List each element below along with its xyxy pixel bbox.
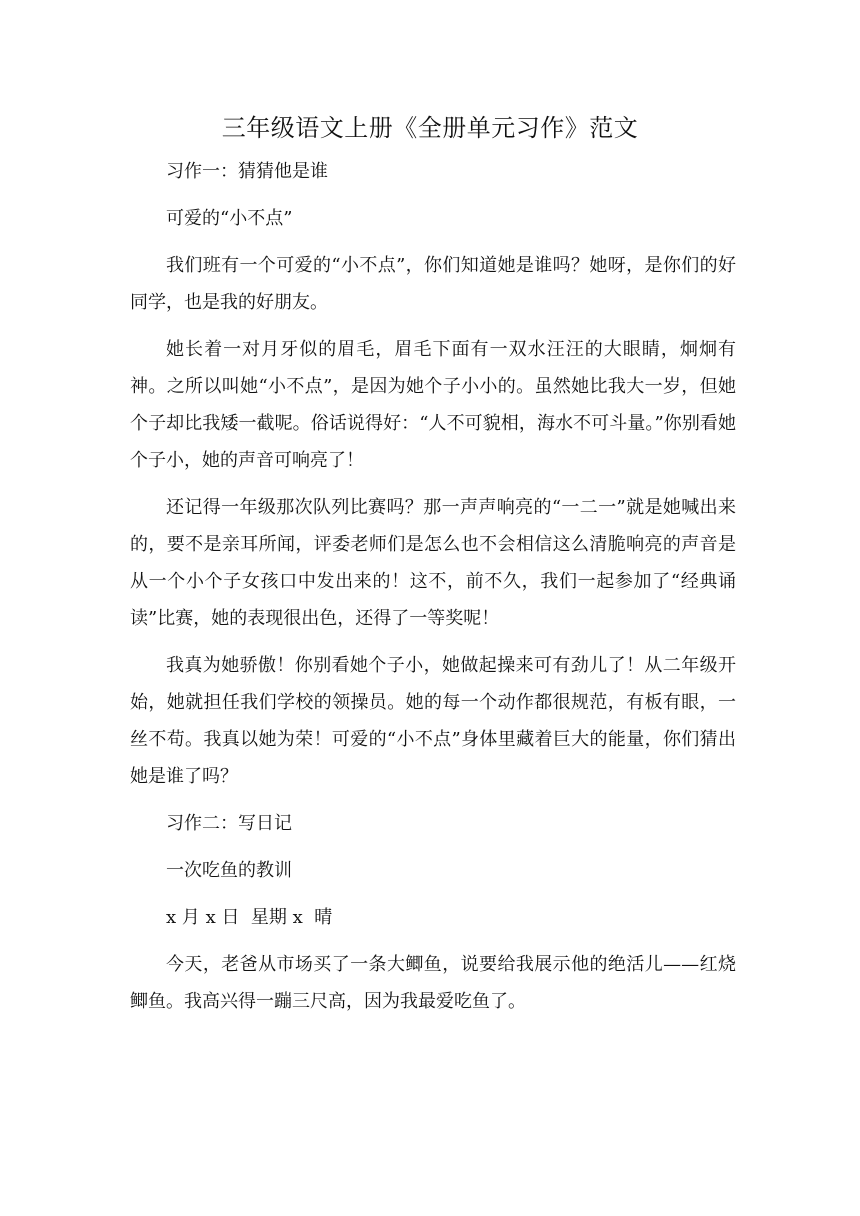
section1-paragraph: 我真为她骄傲！你别看她个子小，她做起操来可有劲儿了！从二年级开始，她就担任我们学校的领操员。她的每一个动作都很规范，有板有眼，一丝不苟。我真以她为荣！可爱的“小不点”身体里藏着巨大的能量，你们猜出她是谁了吗？ xyxy=(130,655,736,787)
section2-paragraph: 今天，老爸从市场买了一条大鲫鱼，说要给我展示他的绝活儿——红烧鲫鱼。我高兴得一蹦三尺高，因为我最爱吃鱼了。 xyxy=(130,954,736,1012)
section2-date-line: x 月 x 日 星期 x 晴 xyxy=(166,907,333,928)
document-title: 三年级语文上册《全册单元习作》范文 xyxy=(221,114,639,142)
section2-heading: 习作二：写日记 xyxy=(166,813,292,834)
section1-paragraph: 她长着一对月牙似的眉毛，眉毛下面有一双水汪汪的大眼睛，炯炯有神。之所以叫她“小不点”，是因为她个子小小的。虽然她比我大一岁，但她个子却比我矮一截呢。俗话说得好：“人不可貌相，海水不可斗量。”你别看她个子小，她的声音可响亮了！ xyxy=(130,339,736,471)
document-body xyxy=(130,153,736,1030)
section1-paragraph: 我们班有一个可爱的“小不点”，你们知道她是谁吗？她呀，是你们的好同学，也是我的好朋友。 xyxy=(130,255,736,313)
section2-essay-title: 一次吃鱼的教训 xyxy=(166,860,292,881)
section1-heading: 习作一：猜猜他是谁 xyxy=(166,161,328,182)
section1-essay-title: 可爱的“小不点” xyxy=(166,208,293,229)
section1-paragraph: 还记得一年级那次队列比赛吗？那一声声响亮的“一二一”就是她喊出来的，要不是亲耳所闻，评委老师们是怎么也不会相信这么清脆响亮的声音是从一个小个子女孩口中发出来的！这不，前不久，我们一起参加了“经典诵读”比赛，她的表现很出色，还得了一等奖呢！ xyxy=(130,497,736,629)
